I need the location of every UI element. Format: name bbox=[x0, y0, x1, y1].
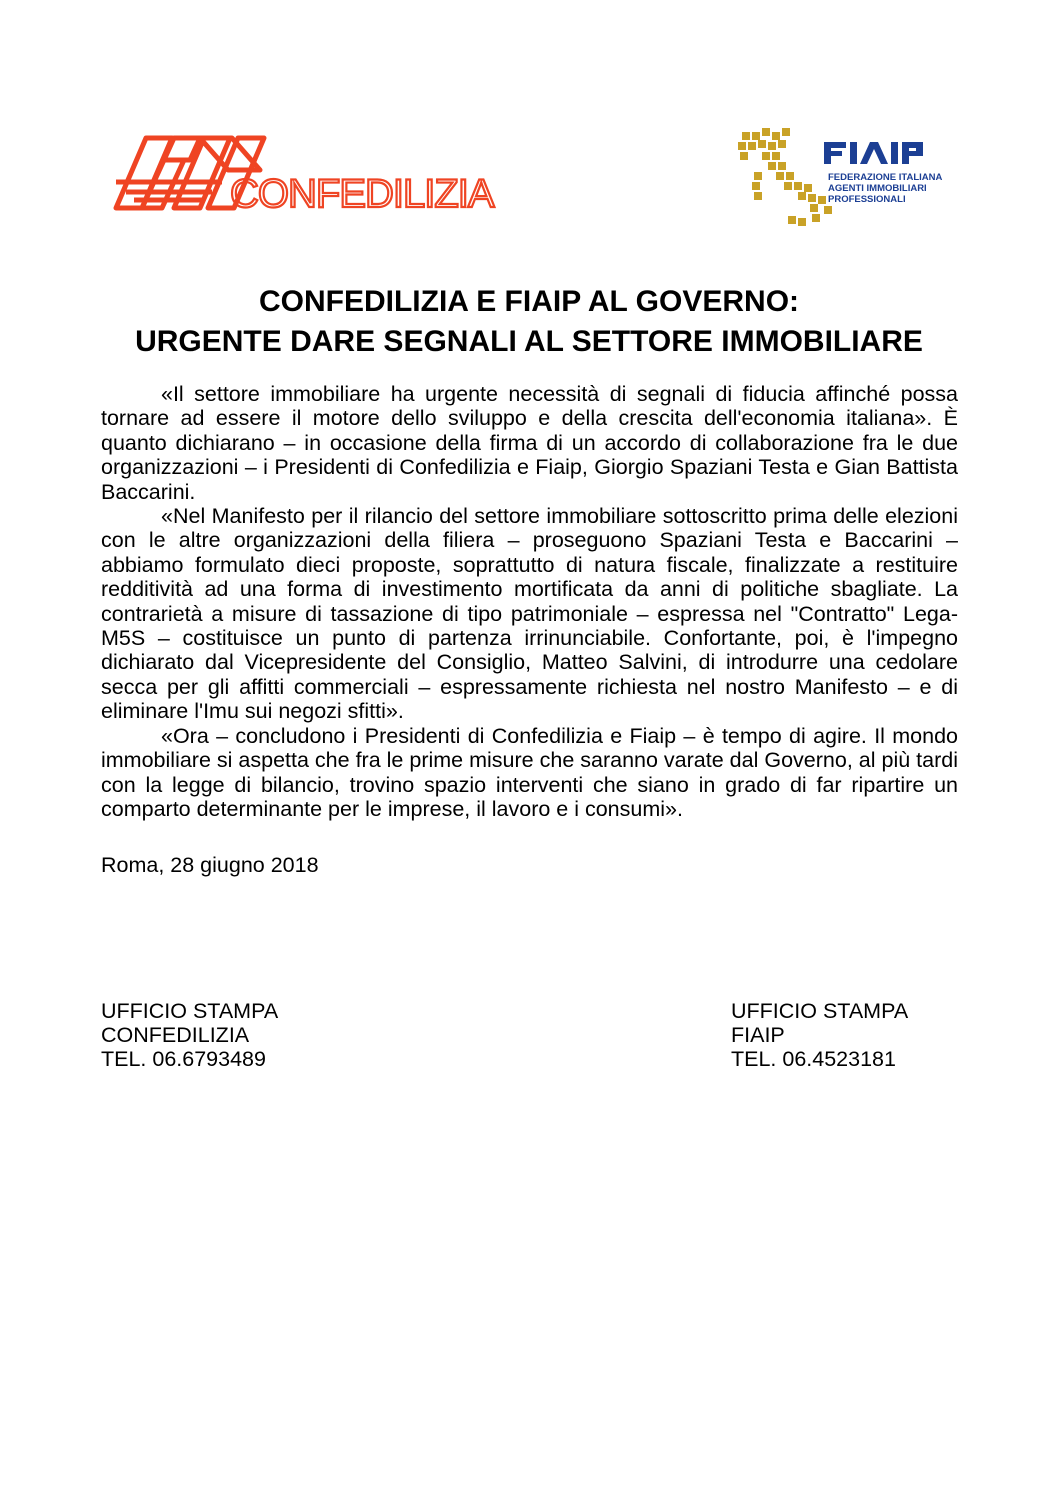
confedilizia-logo-text: CONFEDILIZIA bbox=[230, 172, 494, 216]
title-line-1: CONFEDILIZIA E FIAIP AL GOVERNO: bbox=[258, 285, 800, 318]
paragraph-2: «Nel Manifesto per il rilancio del settore immobiliare sottoscritto prima delle elezioni con le altre organizzazioni della filiera – proseguono Spaziani Testa e Baccarini – abbiamo formulato dieci proposte, soprattutto di natura fiscale, finalizzate a restituire redditività ad una forma di investimento mortificata da anni di politiche sbagliate. La contrarietà a misure di tassazione di tipo patrimoniale – espressa nel "Contratto" Lega-M5S – costituisce un punto di partenza irrinunciabile. Confortante, poi, è l'impegno dichiarato dal Vicepresidente del Consiglio, Matteo Salvini, di introdurre una cedolare secca per gli affitti commerciali – espressamente richiesta nel nostro Manifesto – e di eliminare l'Imu sui negozi sfitti». bbox=[101, 504, 958, 724]
title-line-2: URGENTE DARE SEGNALI AL SETTORE IMMOBILIARE bbox=[135, 325, 923, 358]
confedilizia-logo bbox=[112, 130, 494, 216]
fiaip-italy-map-icon bbox=[732, 122, 960, 228]
date-line: Roma, 28 giugno 2018 bbox=[101, 853, 319, 877]
contact-office: UFFICIO STAMPA bbox=[101, 999, 279, 1023]
contact-tel: TEL. 06.6793489 bbox=[101, 1047, 266, 1071]
fiaip-wordmark bbox=[824, 142, 923, 164]
confedilizia-logo-mark bbox=[112, 130, 494, 216]
page-title bbox=[60, 282, 998, 362]
fiaip-subtitle-line-1: FEDERAZIONE ITALIANA bbox=[828, 172, 943, 183]
press-release-body bbox=[101, 382, 958, 821]
contact-tel: TEL. 06.4523181 bbox=[731, 1047, 896, 1071]
fiaip-logo bbox=[732, 122, 960, 228]
fiaip-subtitle-line-2: AGENTI IMMOBILIARI bbox=[828, 183, 927, 194]
contact-fiaip bbox=[731, 999, 908, 1071]
contact-org: FIAIP bbox=[731, 1023, 785, 1047]
contact-org: CONFEDILIZIA bbox=[101, 1023, 250, 1047]
paragraph-1: «Il settore immobiliare ha urgente necessità di segnali di fiducia affinché possa tornare ad essere il motore dello sviluppo e della crescita dell'economia italiana». È quanto dichiarano – in occasione della firma di un accordo di collaborazione fra le due organizzazioni – i Presidenti di Confedilizia e Fiaip, Giorgio Spaziani Testa e Gian Battista Baccarini. bbox=[101, 382, 958, 504]
paragraph-3: «Ora – concludono i Presidenti di Confedilizia e Fiaip – è tempo di agire. Il mondo immobiliare si aspetta che fra le prime misure che saranno varate dal Governo, al più tardi con la legge di bilancio, trovino spazio interventi che siano in grado di far ripartire un comparto determinante per le imprese, il lavoro e i consumi». bbox=[101, 723, 958, 821]
contact-confedilizia bbox=[101, 999, 278, 1071]
fiaip-subtitle-line-3: PROFESSIONALI bbox=[828, 194, 906, 205]
contact-office: UFFICIO STAMPA bbox=[731, 999, 909, 1023]
